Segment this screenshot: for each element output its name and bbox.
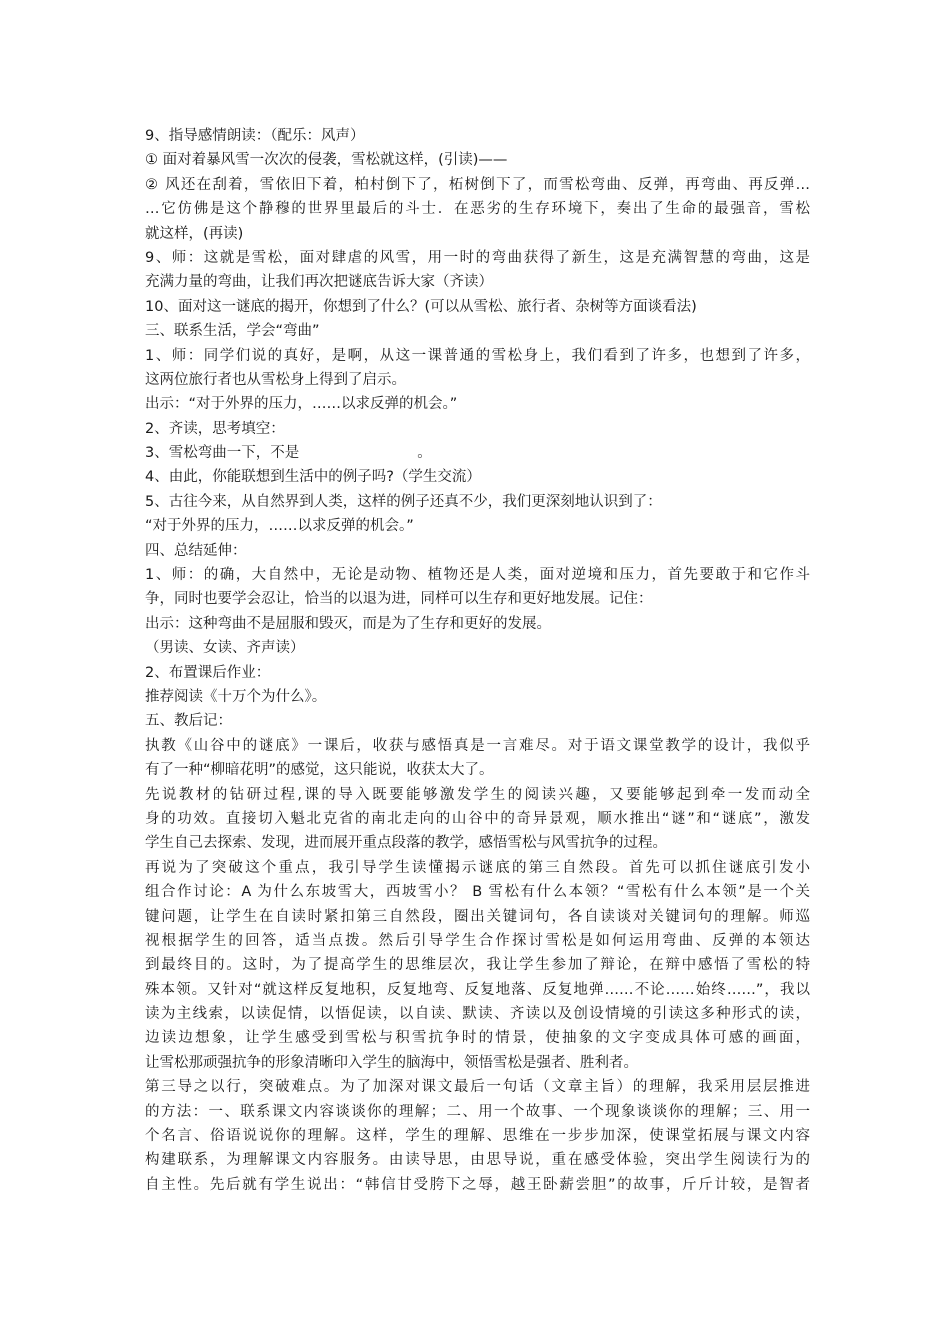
- text-line: （男读、女读、齐声读）: [145, 640, 305, 657]
- text-line: 第三导之以行，突破难点。为了加深对课文最后一句话（文章主旨）的理解，我采用层层推进: [145, 1079, 810, 1096]
- text-line: 有了一种“柳暗花明”的感觉，这只能说，收获太大了。: [145, 762, 494, 779]
- text-line: “对于外界的压力，……以求反弹的机会。”: [145, 518, 414, 535]
- heading-reading-guidance: 9、指导感情朗读：（配乐：风声）: [145, 128, 365, 144]
- text-line: 身的功效。直接切入魁北克省的南北走向的山谷中的奇异景观，顺水推出“谜”和“谜底”，激发: [145, 810, 810, 827]
- text-line: 10、面对这一谜底的揭开，你想到了什么？(可以从雪松、旅行者、杂树等方面谈看法): [145, 298, 697, 315]
- text-line: 键问题，让学生在自读时紧扣第三自然段，圈出关键词句，各自读谈对关键词句的理解。师巡: [145, 908, 810, 925]
- text-line: 读为主线索，以读促情，以悟促读，以自读、默读、齐读以及创设情境的引读这多种形式的读，: [145, 1006, 810, 1023]
- text-line: 殊本领。又针对“就这样反复地积，反复地弯、反复地落、反复地弹……不论……始终……”，我以: [145, 981, 810, 998]
- text-line: 争，同时也要学会忍让，恰当的以退为进，同样可以生存和更好地发展。记住：: [145, 591, 653, 608]
- text-line: ① 面对着暴风雪一次次的侵袭，雪松就这样，(引读)——: [145, 152, 508, 169]
- text-line: 2、齐读，思考填空：: [145, 420, 285, 437]
- document-body: [145, 124, 810, 1197]
- text-line: 9、师：这就是雪松，面对肆虐的风雪，用一时的弯曲获得了新生，这是充满智慧的弯曲，这是: [145, 249, 810, 266]
- text-line: 的方法：一、联系课文内容谈谈你的理解；二、用一个故事、一个现象谈谈你的理解；三、用一: [145, 1103, 810, 1120]
- text-line: 学生自己去探索、发现，进而展开重点段落的教学，感悟雪松与风雪抗争的过程。: [145, 835, 667, 852]
- section-heading-4: 四、总结延伸：: [145, 542, 247, 559]
- text-line: 充满力量的弯曲，让我们再次把谜底告诉大家（齐读）: [145, 274, 493, 291]
- text-line: 执教《山谷中的谜底》一课后，收获与感悟真是一言难尽。对于语文课堂教学的设计，我似乎: [145, 737, 810, 754]
- text-line: 个名言、俗语说说你的理解。这样，学生的理解、思维在一步步加深，使课堂拓展与课文内容: [145, 1128, 810, 1145]
- text-line: 让雪松那顽强抗争的形象清晰印入学生的脑海中，领悟雪松是强者、胜利者。: [145, 1054, 638, 1071]
- section-heading-5: 五、教后记：: [145, 713, 232, 730]
- text-line: 先说教材的钻研过程,课的导入既要能够激发学生的阅读兴趣，又要能够起到牵一发而动全: [145, 786, 810, 803]
- text-line: 5、古往今来，从自然界到人类，这样的例子还真不少，我们更深刻地认识到了：: [145, 493, 662, 510]
- text-line: 就这样，(再读): [145, 225, 244, 242]
- fill-in-line: [145, 441, 810, 465]
- text-line: 这两位旅行者也从雪松身上得到了启示。: [145, 371, 406, 388]
- text-line: 1、师：的确，大自然中，无论是动物、植物还是人类，面对逆境和压力，首先要敢于和它作斗: [145, 567, 810, 584]
- text-line: 2、布置课后作业：: [145, 664, 271, 681]
- text-line: 再说为了突破这个重点，我引导学生读懂揭示谜底的第三自然段。首先可以抓住谜底引发小: [145, 859, 810, 876]
- text-line: 视根据学生的回答，适当点拨。然后引导学生合作探讨雪松是如何运用弯曲、反弹的本领达: [145, 932, 810, 949]
- text-line: …它仿佛是这个静穆的世界里最后的斗士．在恶劣的生存环境下，奏出了生命的最强音，雪松: [145, 201, 810, 218]
- text-line: 到最终目的。这时，为了提高学生的思维层次，我让学生参加了辩论，在辩中感悟了雪松的特: [145, 957, 810, 974]
- fill-in-text: 3、雪松弯曲一下，不是: [145, 445, 300, 462]
- text-line: 推荐阅读《十万个为什么》。: [145, 688, 327, 705]
- text-line: 出示：“对于外界的压力，……以求反弹的机会。”: [145, 396, 458, 413]
- text-line: 边读边想象，让学生感受到雪松与积雪抗争时的情景，使抽象的文字变成具体可感的画面，: [145, 1030, 810, 1047]
- fill-in-end: 。: [417, 445, 432, 462]
- text-line: 出示：这种弯曲不是屈服和毁灭，而是为了生存和更好的发展。: [145, 615, 551, 632]
- text-line: ② 风还在刮着，雪依旧下着，柏村倒下了，柘树倒下了，而雪松弯曲、反弹，再弯曲、再反弹…: [145, 176, 810, 193]
- text-line: 构建联系，为理解课文内容服务。由读导思，由思导说，重在感受体验，突出学生阅读行为的: [145, 1152, 810, 1169]
- text-line: 组合作讨论：A 为什么东坡雪大，西坡雪小？ B 雪松有什么本领？“雪松有什么本领”是一个关: [145, 884, 810, 901]
- section-heading-3: 三、联系生活，学会“弯曲”: [145, 323, 320, 340]
- text-line: 4、由此，你能联想到生活中的例子吗?（学生交流）: [145, 469, 481, 486]
- text-line: 1、师：同学们说的真好，是啊，从这一课普通的雪松身上，我们看到了许多，也想到了许多，: [145, 347, 810, 364]
- text-line: 自主性。先后就有学生说出：“韩信甘受胯下之辱，越王卧薪尝胆”的故事，斤斤计较，是智者: [145, 1176, 810, 1193]
